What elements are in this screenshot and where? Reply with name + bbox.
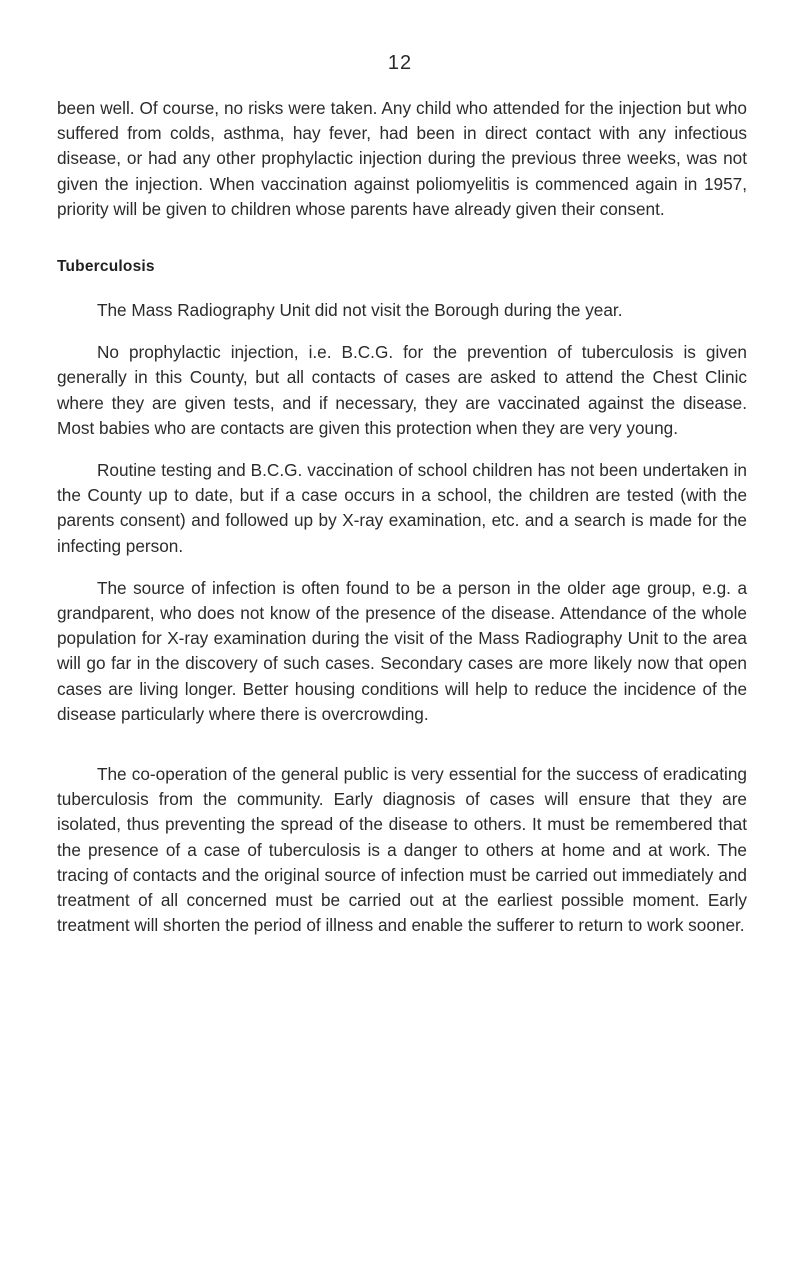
paragraph-mass-radiography: The Mass Radiography Unit did not visit the Borough during the year. — [97, 300, 623, 321]
paragraph-public-co-operation: The co-operation of the general public is very essential for the success of eradicating tuberculosis from the community. Early diagnosis of cases will ensure that they are isolated, thus preventing the spread of the disease to others. It must be remembered that the presence of a case of tuberculosis is a danger to others at home and at work. The tracing of contacts and the original source of infection must be carried out immediately and treatment of all concerned must be carried out at the earliest possible moment. Early treatment will shorten the period of illness and enable the sufferer to return to work sooner. — [57, 764, 747, 936]
paragraph-bcg-prophylaxis: No prophylactic injection, i.e. B.C.G. for the prevention of tuberculosis is given generally in this County, but all contacts of cases are asked to attend the Chest Clinic where they are given tests, and if necessary, they are vaccinated against the disease. Most babies who are contacts are given this protection when they are very young. — [57, 342, 747, 438]
paragraph-routine-testing: Routine testing and B.C.G. vaccination of school children has not been undertaken in the County up to date, but if a case occurs in a school, the children are tested (with the parents consent) and followed up by X-ray examination, etc. and a search is made for the infecting person. — [57, 460, 747, 556]
intro-paragraph: been well. Of course, no risks were taken. Any child who attended for the injection but who suffered from colds, asthma, hay fever, had been in direct contact with any infectious disease, or had any other prophylactic injection during the previous three weeks, was not given the injection. When vaccination against poliomyelitis is commenced again in 1957, priority will be given to children whose parents have already given their consent. — [57, 98, 747, 219]
page-number: 12 — [387, 52, 413, 74]
page-body — [57, 96, 747, 938]
paragraph-source-of-infection: The source of infection is often found to be a person in the older age group, e.g. a grandparent, who does not know of the presence of the disease. Attendance of the whole population for X-ray examination during the visit of the Mass Radiography Unit to the area will go far in the discovery of such cases. Secondary cases are more likely now that open cases are living longer. Better housing conditions will help to reduce the incidence of the disease particularly where there is overcrowding. — [57, 577, 747, 724]
section-heading-tuberculosis: Tuberculosis — [57, 258, 155, 276]
